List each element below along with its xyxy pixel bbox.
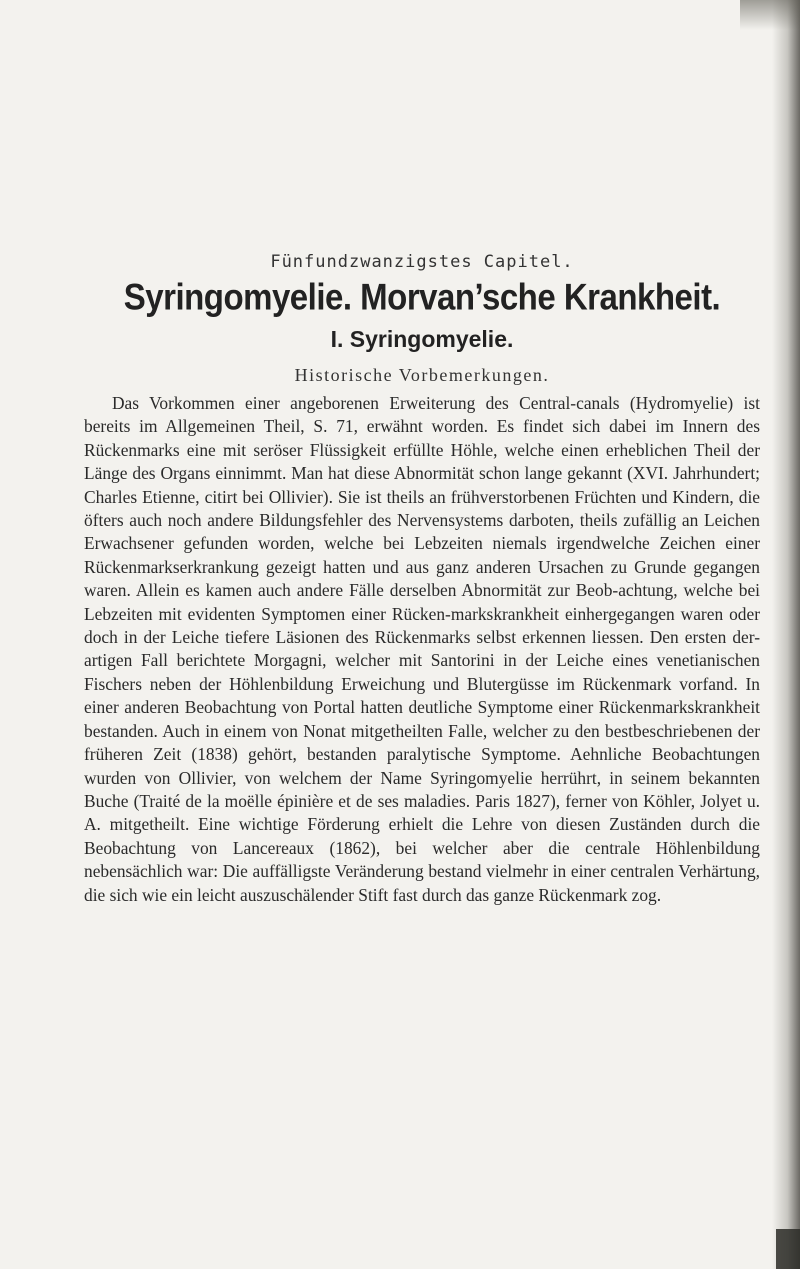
section-title: I. Syringomyelie. [330, 326, 514, 352]
subheading: Historische Vorbemerkungen. [294, 365, 550, 385]
page-edge-shadow [772, 0, 800, 1269]
main-title: Syringomyelie. Morvan’sche Krankheit. [123, 275, 721, 318]
book-page [84, 252, 760, 907]
body-paragraph: Das Vorkommen einer angeborenen Erweiterung des Central-canals (Hydromyelie) ist bereits im Allgemeinen Theil, S. 71, erwähnt worden. Es findet sich dabei im Innern des Rückenmarks eine mit seröser Flüssigkeit erfüllte Höhle, welche einen erheblichen Theil der Länge des Organs einnimmt. Man hat diese Abnormität schon lange gekannt (XVI. Jahrhundert; Charles Etienne, citirt bei Ollivier). Sie ist theils an frühverstorbenen Früchten und Kindern, die öfters auch noch andere Bildungsfehler des Nervensystems darboten, theils zufällig an Leichen Erwachsener gefunden worden, welche bei Lebzeiten niemals irgendwelche Zeichen einer Rückenmarkserkrankung gezeigt hatten und aus ganz anderen Ursachen zu Grunde gegangen waren. Allein es kamen auch andere Fälle derselben Abnormität zur Beob-achtung, welche bei Lebzeiten mit evidenten Symptomen einer Rücken-markskrankheit einhergegangen waren oder doch in der Leiche tiefere Läsionen des Rückenmarks selbst erkennen liessen. Den ersten der-artigen Fall berichtete Morgagni, welcher mit Santorini in der Leiche eines venetianischen Fischers neben der Höhlenbildung Erweichung und Blutergüsse im Rückenmark vorfand. In einer anderen Beobachtung von Portal hatten deutliche Symptome einer Rückenmarkskrankheit bestanden. Auch in einem von Nonat mitgetheilten Falle, welcher zu den bestbeschriebenen der früheren Zeit (1838) gehört, bestanden paralytische Symptome. Aehnliche Beobachtungen wurden von Ollivier, von welchem der Name Syringomyelie herrührt, in seinem bekannten Buche (Traité de la moëlle épinière et de ses maladies. Paris 1827), ferner von Köhler, Jolyet u. A. mitgetheilt. Eine wichtige Förderung erhielt die Lehre von diesen Zuständen durch die Beobachtung von Lancereaux (1862), bei welcher aber die centrale Höhlenbildung nebensächlich war: Die auffälligste Veränderung bestand vielmehr in einer centralen Verhärtung, die sich wie ein leicht auszuschälender Stift fast durch das ganze Rückenmark zog. [84, 393, 760, 905]
page-corner-shadow [740, 0, 800, 30]
chapter-heading: Fünfundzwanzigstes Capitel. [270, 252, 574, 272]
page-corner-dark [776, 1229, 800, 1269]
